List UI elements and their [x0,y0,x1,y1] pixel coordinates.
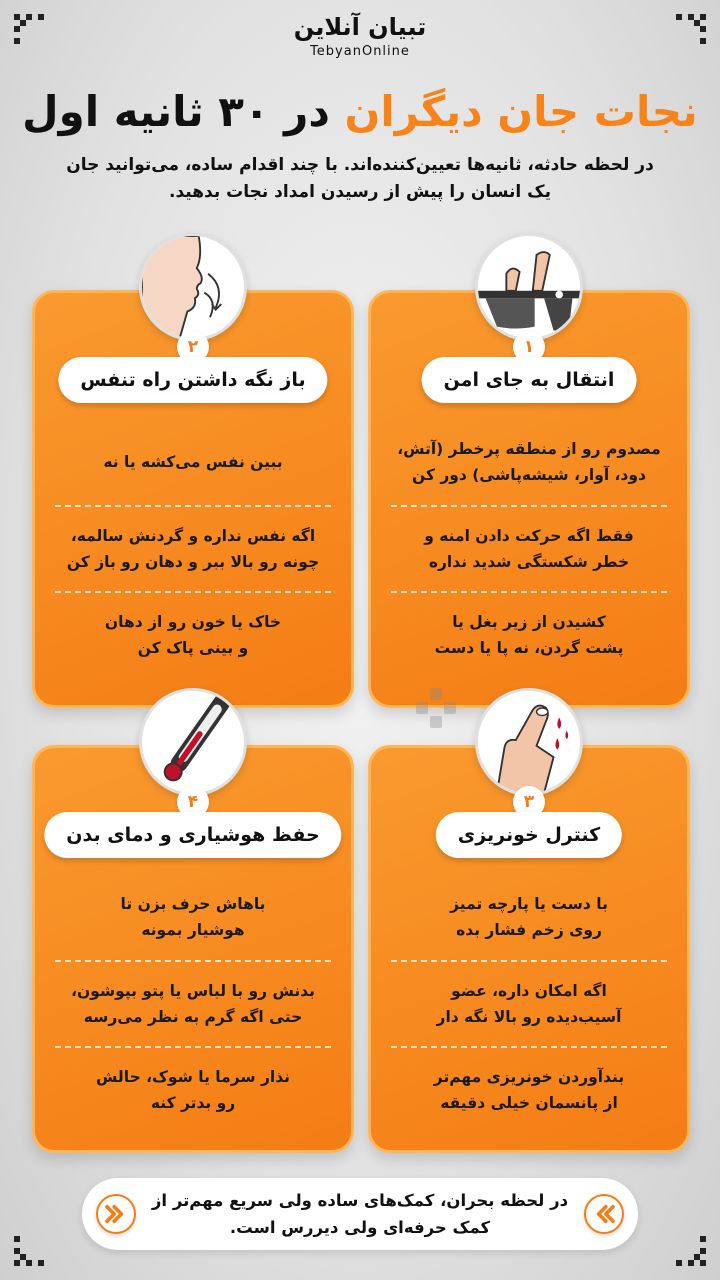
list-item: باهاش حرف بزن تا هوشیار بمونه [120,895,266,939]
card-number: ۳ [513,786,545,818]
list-item: با دست یا پارچه تمیز روی زخم فشار بده [450,895,608,939]
brand-logo [0,12,720,59]
card-title: باز نگه داشتن راه تنفس [58,357,327,403]
thermometer-icon [139,688,247,796]
list-item: ببین نفس می‌کشه یا نه [103,453,283,471]
list-item: خاک یا خون رو از دهان و بینی پاک کن [55,591,331,677]
card-title: حفظ هوشیاری و دمای بدن [44,812,341,858]
intro-line-1: در لحظه حادثه، ثانیه‌ها تعیین‌کننده‌اند. با چند اقدام ساده، می‌توانید جان [66,155,654,175]
card-safe-transfer [368,290,690,708]
list-item: کشیدن از زیر بغل یا پشت گردن، نه پا یا دست [391,591,667,677]
card-title: انتقال به جای امن [422,357,637,403]
card-bleeding-control [368,745,690,1153]
footer-message [82,1178,638,1250]
corner-decoration-bottom-left [14,1232,48,1266]
brand-name-en: TebyanOnline [310,44,410,59]
intro-text [40,152,680,206]
title-orange-part: نجات جان دیگران [344,87,698,136]
list-item: فقط اگه حرکت دادن امنه و خطر شکستگی شدید نداره [391,505,667,591]
footer-line-2: کمک حرفه‌ای ولی دیررس است. [229,1218,491,1237]
bleeding-finger-icon [475,688,583,796]
footer-line-1: در لحظه بحران، کمک‌های ساده ولی سریع مهم‌تر از [151,1191,569,1210]
breathing-face-icon [139,233,247,341]
card-open-airway [32,290,354,708]
page-title [0,82,720,142]
hand-lifting-icon [475,233,583,341]
card-consciousness-body-temp [32,745,354,1153]
list-item: بدنش رو با لباس یا پتو بپوشون، حتی اگه گرم به نظر می‌رسه [55,960,331,1046]
list-item: اگه نفس نداره و گردنش سالمه، چونه رو بالا ببر و دهان رو باز کن [55,505,331,591]
list-item: بندآوردن خونریزی مهم‌تر از پانسمان خیلی دقیقه [391,1046,667,1132]
watermark-logo [408,686,464,746]
brand-name-fa: تبیان آنلاین [293,13,427,41]
card-number: ۲ [177,331,209,363]
chevron-double-right-icon [96,1194,136,1234]
intro-line-2: یک انسان را پیش از رسیدن امداد نجات بدهید. [169,182,551,202]
list-item: نذار سرما یا شوک، حالش رو بدتر کنه [55,1046,331,1132]
chevron-double-left-icon [584,1194,624,1234]
corner-decoration-bottom-right [672,1232,706,1266]
list-item: مصدوم رو از منطقه پرخطر (آتش، دود، آوار، شیشه‌پاشی) دور کن [397,440,661,484]
card-number: ۴ [177,786,209,818]
title-black-part: در ۳۰ ثانیه اول [22,87,330,136]
card-number: ۱ [513,331,545,363]
list-item: اگه امکان داره، عضو آسیب‌دیده رو بالا نگه دار [391,960,667,1046]
card-title: کنترل خونریزی [436,812,622,858]
